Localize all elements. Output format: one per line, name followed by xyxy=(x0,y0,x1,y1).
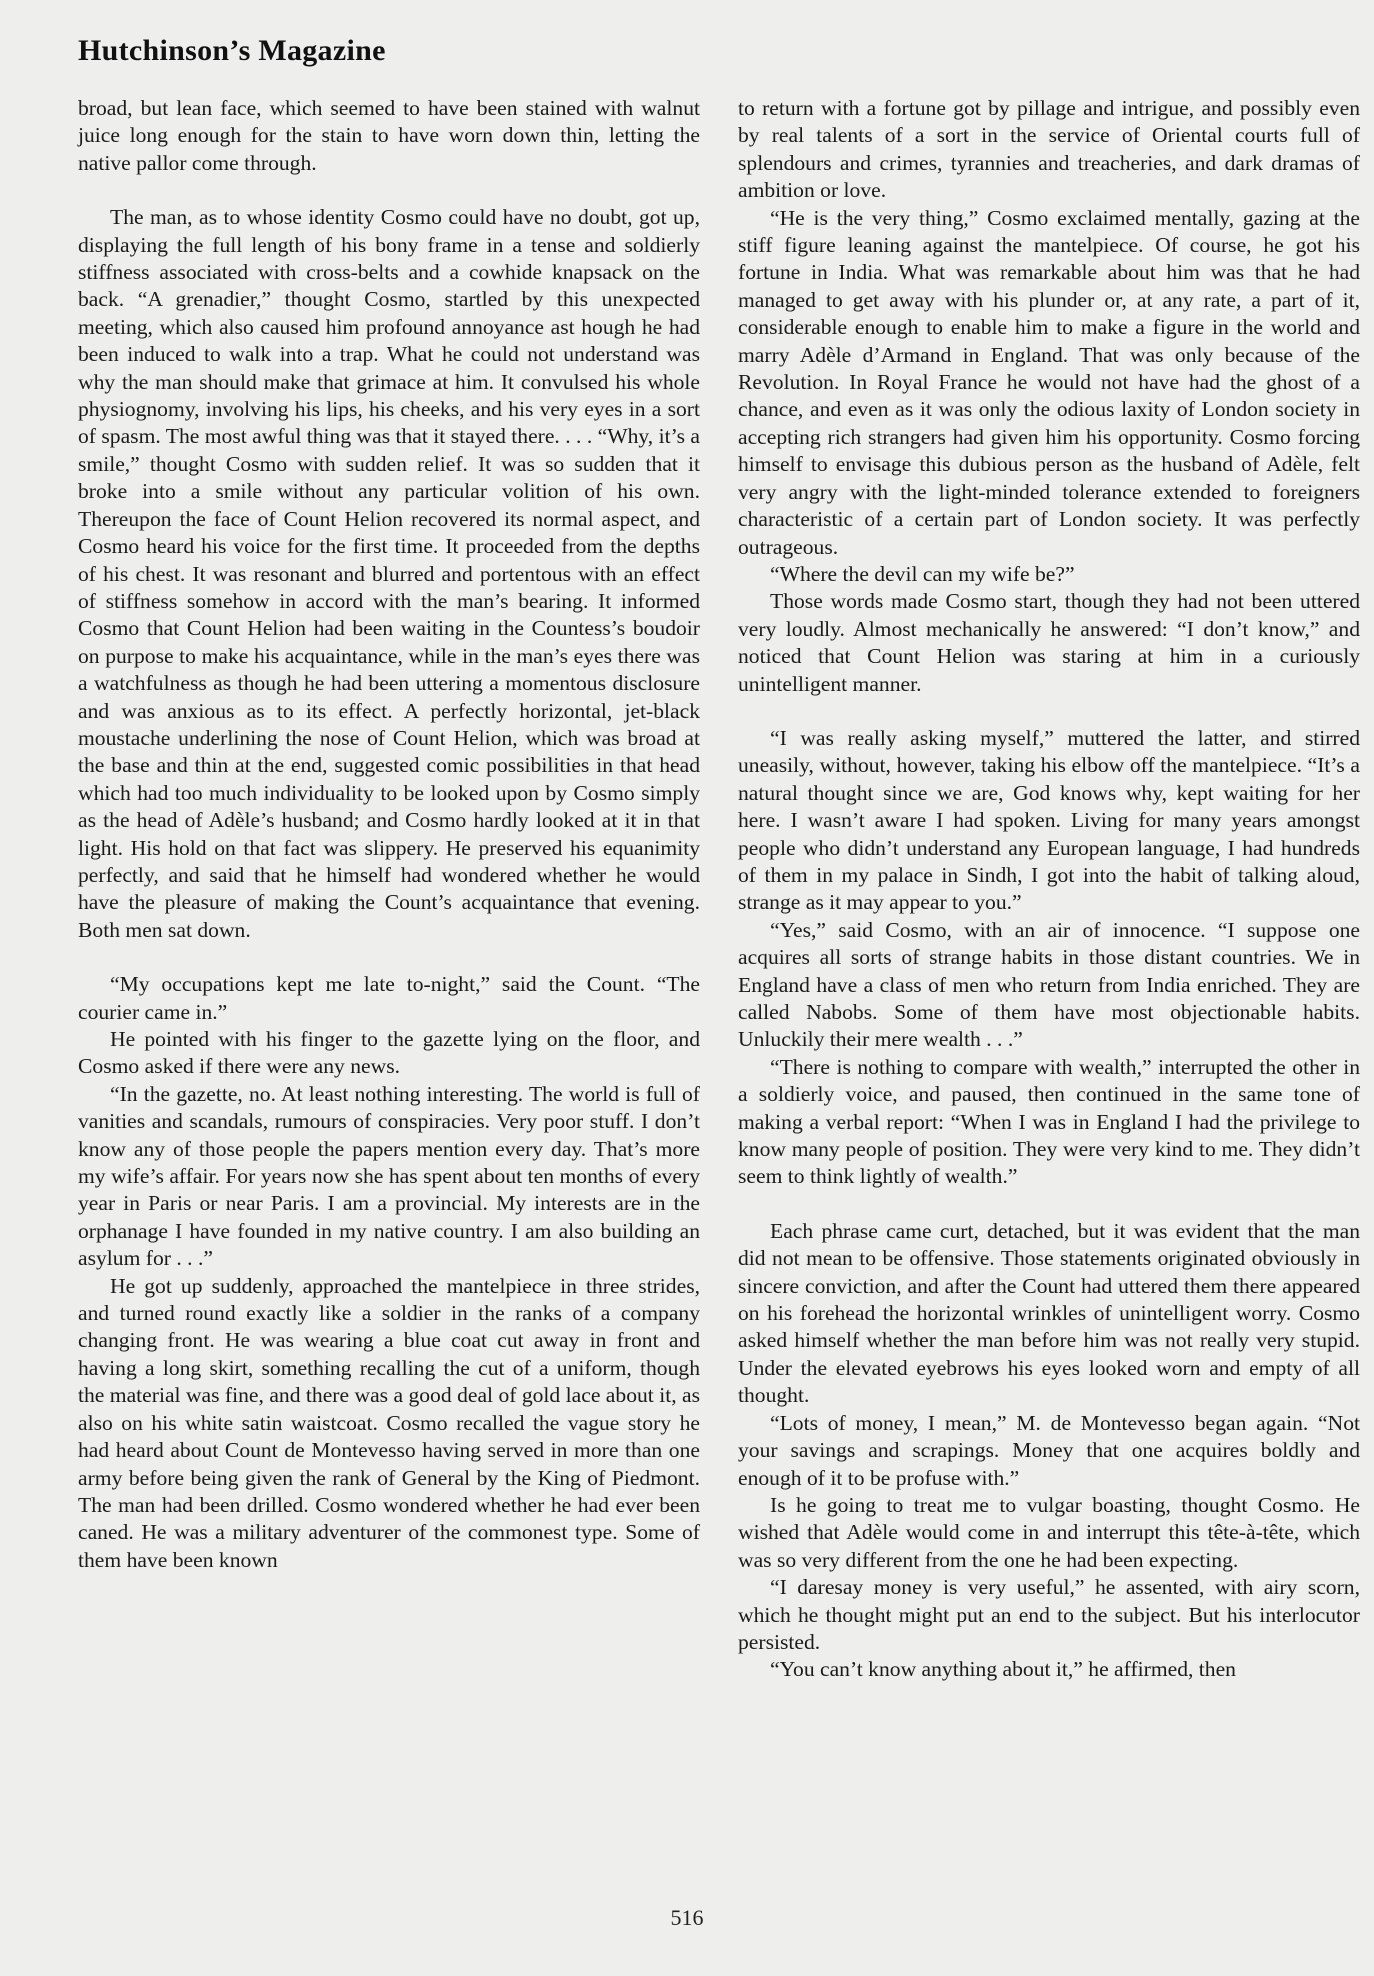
paragraph: “I was really asking myself,” muttered the latter, and stirred uneasily, without, however, taking his elbow off the mantelpiece. “It’s a natural thought since we are, God knows why, kept waiting for her here. I wasn’t aware I had spoken. Living for many years amongst people who didn’t understand any European language, I had hundreds of them in my palace in Sindh, I got into the habit of talking aloud, strange as it may appear to you.” xyxy=(738,725,1360,915)
left-column xyxy=(78,95,700,1574)
paragraph: “My occupations kept me late to-night,” said the Count. “The courier came in.” xyxy=(78,972,700,1024)
paragraph: to return with a fortune got by pillage and intrigue, and possibly even by real talents of a sort in the service of Oriental courts full of splendours and crimes, tyrannies and treacheries, and dark dramas of ambition or love. xyxy=(738,96,1360,203)
paragraph: “Where the devil can my wife be?” xyxy=(770,561,1075,586)
page-number: 516 xyxy=(670,1905,704,1930)
paragraph: He pointed with his finger to the gazette lying on the floor, and Cosmo asked if there were any news. xyxy=(78,1027,700,1079)
paragraph: Those words made Cosmo start, though they had not been uttered very loudly. Almost mechanically he answered: “I don’t know,” and noticed that Count Helion was staring at him in a curiously unintelligent manner. xyxy=(738,589,1360,696)
paragraph: “I daresay money is very useful,” he assented, with airy scorn, which he thought might put an end to the subject. But his interlocutor persisted. xyxy=(738,1575,1360,1654)
paragraph: “Lots of money, I mean,” M. de Montevesso began again. “Not your savings and scrapings. Money that one acquires boldly and enough of it to be profuse with.” xyxy=(738,1410,1360,1490)
paragraph: “There is nothing to compare with wealth,” interrupted the other in a soldierly voice, and paused, then continued in the same tone of making a verbal report: “When I was in England I had the privilege to know many people of position. They were very kind to me. They didn’t seem to think lightly of wealth.” xyxy=(738,1054,1360,1189)
paragraph: “Yes,” said Cosmo, with an air of innocence. “I suppose one acquires all sorts of strange habits in those distant countries. We in England have a class of men who return from India enriched. They are called Nabobs. Some of them have most objectionable habits. Unluckily their mere wealth . . .” xyxy=(738,917,1360,1052)
right-column xyxy=(738,95,1360,1684)
paragraph: Is he going to treat me to vulgar boasting, thought Cosmo. He wished that Adèle would come in and interrupt this tête-à-tête, which was so very different from the one he had been expecting. xyxy=(738,1492,1360,1572)
paragraph: The man, as to whose identity Cosmo could have no doubt, got up, displaying the full length of his bony frame in a tense and soldierly stiffness associated with cross-belts and a cowhide knapsack on the back. “A grenadier,” thought Cosmo, startled by this unexpected meeting, which also caused him profound annoyance ast hough he had been induced to walk into a trap. What he could not understand was why the man should make that grimace at him. It convulsed his whole physiognomy, involving his lips, his cheeks, and his very eyes in a sort of spasm. The most awful thing was that it stayed there. . . . “Why, it’s a smile,” thought Cosmo with sudden relief. It was so sudden that it broke into a smile without any particular volition of his own. Thereupon the face of Count Helion recovered its normal aspect, and Cosmo heard his voice for the first time. It proceeded from the depths of his chest. It was resonant and blurred and portentous with an effect of stiffness somehow in accord with the man’s bearing. It informed Cosmo that Count Helion had been waiting in the Countess’s boudoir on purpose to make his acquaintance, while in the man’s eyes there was a watchfulness as though he had been uttering a momentous disclosure and was anxious as to its effect. A perfectly horizontal, jet-black moustache underlining the nose of Count Helion, which was broad at the base and thin at the end, suggested comic possibilities in that head which had too much individuality to be looked upon by Cosmo simply as the head of Adèle’s husband; and Cosmo hardly looked at it in that light. His hold on that fact was slippery. He preserved his equanimity perfectly, and said that he himself had wondered whether he would have the pleasure of making the Count’s acquaintance that evening. Both men sat down. xyxy=(78,205,700,942)
paragraph: Each phrase came curt, detached, but it was evident that the man did not mean to be offensive. Those statements originated obviously in sincere conviction, and after the Count had uttered them there appeared on his forehead the horizontal wrinkles of unintelligent worry. Cosmo asked himself whether the man before him was not really very stupid. Under the elevated eyebrows his eyes looked worn and empty of all thought. xyxy=(738,1218,1360,1408)
paragraph: “In the gazette, no. At least nothing interesting. The world is full of vanities and scandals, rumours of conspiracies. Very poor stuff. I don’t know any of those people the papers mention every day. That’s more my wife’s affair. For years now she has spent about ten months of every year in Paris or near Paris. I am a provincial. My interests are in the orphanage I have founded in my native country. I am also building an asylum for . . .” xyxy=(78,1081,700,1271)
running-title: Hutchinson’s Magazine xyxy=(78,34,386,67)
paragraph: He got up suddenly, approached the mantelpiece in three strides, and turned round exactly like a soldier in the ranks of a company changing front. He was wearing a blue coat cut away in front and having a long skirt, something recalling the cut of a uniform, though the material was fine, and there was a good deal of gold lace about it, as also on his white satin waistcoat. Cosmo recalled the vague story he had heard about Count de Montevesso having served in more than one army before being given the rank of General by the King of Piedmont. The man had been drilled. Cosmo wondered whether he had ever been caned. He was a military adventurer of the commonest type. Some of them have been known xyxy=(78,1273,700,1572)
paragraph: “You can’t know anything about it,” he affirmed, then xyxy=(770,1657,1236,1682)
paragraph: “He is the very thing,” Cosmo exclaimed mentally, gazing at the stiff figure leaning against the mantelpiece. Of course, he got his fortune in India. What was remarkable about him was that he had managed to get away with his plunder or, at any rate, a part of it, considerable enough to enable him to make a figure in the world and marry Adèle d’Armand in England. That was only because of the Revolution. In Royal France he would not have had the ghost of a chance, and even as it was only the odious laxity of London society in accepting rich strangers had given him his opportunity. Cosmo forcing himself to envisage this dubious person as the husband of Adèle, felt very angry with the light-minded tolerance extended to foreigners characteristic of a certain part of London society. It was perfectly outrageous. xyxy=(738,205,1360,559)
paragraph: broad, but lean face, which seemed to have been stained with walnut juice long enough for the stain to have worn down thin, letting the native pallor come through. xyxy=(78,96,700,175)
